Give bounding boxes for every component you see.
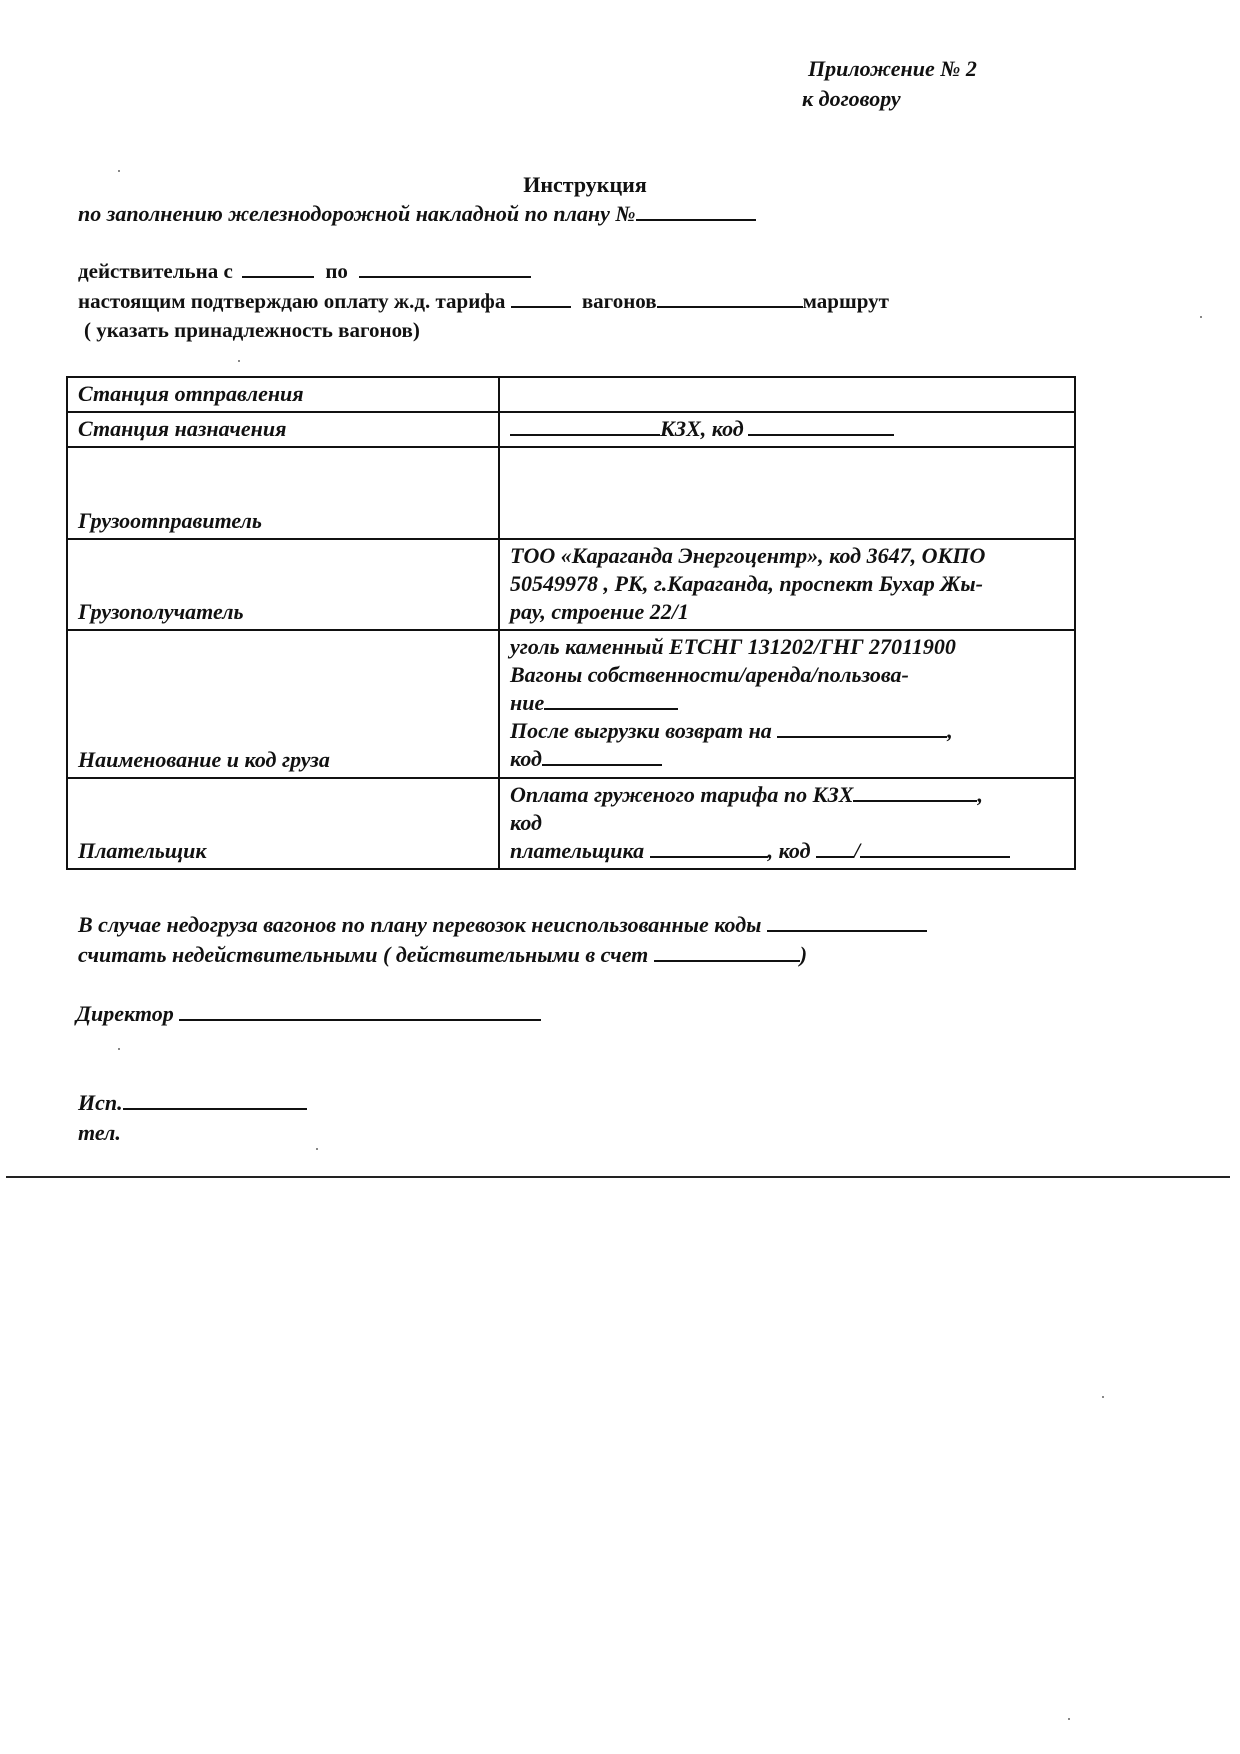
confirm-prefix: настоящим подтверждаю оплату ж.д. тарифа — [78, 289, 506, 313]
phone-label: тел. — [78, 1120, 121, 1145]
document-subtitle — [78, 201, 756, 227]
waybill-table — [66, 376, 1076, 870]
note-line2-close: ) — [799, 942, 808, 967]
appendix-number: Приложение № 2 — [808, 56, 977, 81]
tariff-blank — [511, 305, 571, 308]
director-signature-blank — [179, 1018, 541, 1021]
payer-tariff-blank — [853, 799, 977, 802]
destination-label-cell — [67, 412, 499, 447]
table-row — [67, 447, 1075, 539]
validity-mid: по — [325, 259, 348, 283]
departure-value-cell — [499, 377, 1075, 412]
subtitle-text: по заполнению железнодорожной накладной по плану № — [78, 201, 636, 226]
unused-codes-blank — [767, 929, 927, 932]
underload-note-line2 — [78, 942, 807, 968]
cargo-return-comma: , — [947, 718, 953, 743]
table-row — [67, 630, 1075, 778]
executor-label: Исп. — [78, 1090, 123, 1115]
scan-speck — [118, 1048, 120, 1050]
payer-line: код — [510, 810, 542, 835]
consignee-label: Грузополучатель — [78, 599, 244, 624]
consignee-label-cell — [67, 539, 499, 630]
consignee-value-cell — [499, 539, 1075, 630]
account-blank — [654, 959, 800, 962]
director-signature-line — [76, 1001, 541, 1027]
shipper-label: Грузоотправитель — [78, 508, 262, 533]
table-row — [67, 539, 1075, 630]
departure-label-cell — [67, 377, 499, 412]
shipper-value-cell — [499, 447, 1075, 539]
validity-line — [78, 259, 531, 284]
appendix-heading — [802, 54, 977, 114]
scan-speck — [1068, 1718, 1070, 1720]
wagons-label: вагонов — [581, 289, 657, 313]
validity-prefix: действительна с — [78, 259, 233, 283]
cargo-return-label: После выгрузки возврат на — [510, 718, 772, 743]
valid-to-blank — [359, 275, 531, 278]
payer-label-cell — [67, 778, 499, 869]
payer-tariff-comma: , — [977, 782, 983, 807]
payer-value-cell — [499, 778, 1075, 869]
table-row — [67, 778, 1075, 869]
cargo-label: Наименование и код груза — [78, 747, 330, 772]
cargo-line — [510, 717, 1064, 745]
document-title: Инструкция — [523, 172, 647, 197]
destination-value-cell — [499, 412, 1075, 447]
cargo-usage-word: ние — [510, 690, 545, 715]
destination-code-blank — [748, 433, 894, 436]
payer-code-blank-2 — [816, 855, 854, 858]
destination-label: Станция назначения — [78, 416, 287, 441]
table-row — [67, 412, 1075, 447]
tariff-confirm-line — [78, 289, 889, 314]
cargo-line: Вагоны собственности/аренда/пользова- — [510, 662, 909, 687]
underload-note-line1 — [78, 912, 927, 938]
payer-tariff-label: Оплата груженого тарифа по КЗХ — [510, 782, 854, 807]
page-divider — [6, 1176, 1230, 1178]
cargo-value-cell — [499, 630, 1075, 778]
cargo-line — [510, 689, 1064, 717]
executor-line — [78, 1090, 307, 1116]
destination-blank-left — [510, 433, 660, 436]
payer-line — [510, 781, 1064, 809]
payer-code-mid: , код — [767, 838, 811, 863]
cargo-line: уголь каменный ЕТСНГ 131202/ГНГ 27011900 — [510, 634, 956, 659]
valid-from-blank — [242, 275, 314, 278]
executor-blank — [123, 1107, 307, 1110]
cargo-label-cell — [67, 630, 499, 778]
cargo-line — [510, 745, 1064, 773]
note-line2-text: считать недействительными ( действительными в счет — [78, 942, 649, 967]
scan-speck — [238, 360, 240, 362]
table-row — [67, 377, 1075, 412]
payer-label: Плательщик — [78, 838, 207, 863]
payer-code-slash: / — [854, 838, 861, 863]
consignee-line: 50549978 , РК, г.Караганда, проспект Бухар Жы- — [510, 571, 984, 596]
scan-speck — [1200, 316, 1202, 318]
cargo-usage-blank — [544, 707, 678, 710]
consignee-line: ТОО «Караганда Энергоцентр», код 3647, ОКПО — [510, 543, 986, 568]
cargo-code-blank — [542, 763, 662, 766]
scan-speck — [316, 1148, 318, 1150]
scan-speck — [118, 170, 120, 172]
shipper-label-cell — [67, 447, 499, 539]
plan-number-blank — [636, 218, 756, 221]
cargo-return-blank — [777, 735, 947, 738]
destination-value: КЗХ, код — [660, 416, 744, 441]
route-label: маршрут — [802, 289, 889, 313]
wagon-owner-note: ( указать принадлежность вагонов) — [84, 318, 420, 342]
scan-speck — [1102, 1396, 1104, 1398]
appendix-contract: к договору — [802, 86, 901, 111]
director-label: Директор — [76, 1001, 174, 1026]
cargo-code-label: код — [510, 746, 542, 771]
departure-label: Станция отправления — [78, 381, 304, 406]
note-line1-text: В случае недогруза вагонов по плану перевозок неиспользованные коды — [78, 912, 762, 937]
payer-code-label: плательщика — [510, 838, 645, 863]
payer-code-blank — [650, 855, 768, 858]
payer-code-blank-3 — [860, 855, 1010, 858]
consignee-line: рау, строение 22/1 — [510, 599, 689, 624]
wagons-blank — [657, 305, 803, 308]
payer-line — [510, 837, 1064, 865]
